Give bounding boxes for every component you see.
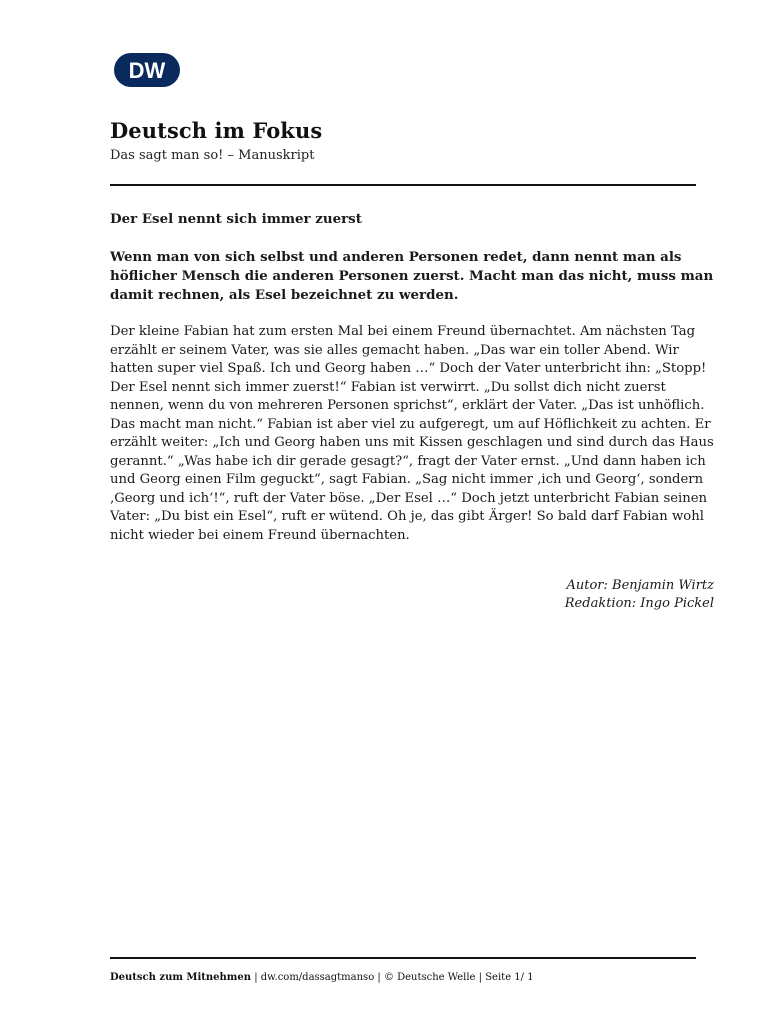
dw-logo: [112, 51, 182, 89]
footer-series: Deutsch zum Mitnehmen: [110, 972, 252, 983]
footer-divider: [110, 957, 696, 959]
dw-logo-text: DW: [128, 58, 166, 83]
header-divider: [110, 184, 696, 186]
footer-info: | dw.com/dassagtmanso | © Deutsche Welle | Seite 1/ 1: [251, 972, 534, 983]
editor-credit: Redaktion: Ingo Pickel: [564, 596, 714, 611]
credits: [565, 577, 714, 613]
page-subtitle: Das sagt man so! – Manuskript: [110, 148, 315, 163]
article-intro: Wenn man von sich selbst und anderen Personen redet, dann nennt man als höflicher Mensch die anderen Personen zuerst. Macht man das nicht, muss man damit rechnen, als Esel bezeichnet zu werden.: [110, 249, 714, 303]
dw-logo-mark: [112, 51, 182, 89]
page-footer: [110, 972, 534, 983]
article-body: Der kleine Fabian hat zum ersten Mal bei einem Freund übernachtet. Am nächsten Tag erzählt er seinem Vater, was sie alles gemacht haben. „Das war ein toller Abend. Wir hatten super viel Spaß. Ich und Georg haben …“ Doch der Vater unterbricht ihn: „Stopp! Der Esel nennt sich immer zuerst!“ Fabian ist verwirrt. „Du sollst dich nicht zuerst nennen, wenn du von mehreren Personen sprichst“, erklärt der Vater. „Das ist unhöflich. Das macht man nicht.“ Fabian ist aber viel zu aufgeregt, um auf Höflichkeit zu achten. Er erzählt weiter: „Ich und Georg haben uns mit Kissen geschlagen und sind durch das Haus gerannt.“ „Was habe ich dir gerade gesagt?“, fragt der Vater ernst. „Und dann haben ich und Georg einen Film geguckt“, sagt Fabian. „Sag nicht immer ‚ich und Georg‘, sondern ‚Georg und ich‘!“, ruft der Vater böse. „Der Esel …“ Doch jetzt unterbricht Fabian seinen Vater: „Du bist ein Esel“, ruft er wütend. Oh je, das gibt Ärger! So bald darf Fabian wohl nicht wieder bei einem Freund übernachten.: [110, 324, 714, 543]
author-credit: Autor: Benjamin Wirtz: [566, 578, 714, 593]
article: [110, 210, 716, 545]
page-title: Deutsch im Fokus: [110, 118, 323, 143]
article-heading: Der Esel nennt sich immer zuerst: [110, 211, 362, 227]
